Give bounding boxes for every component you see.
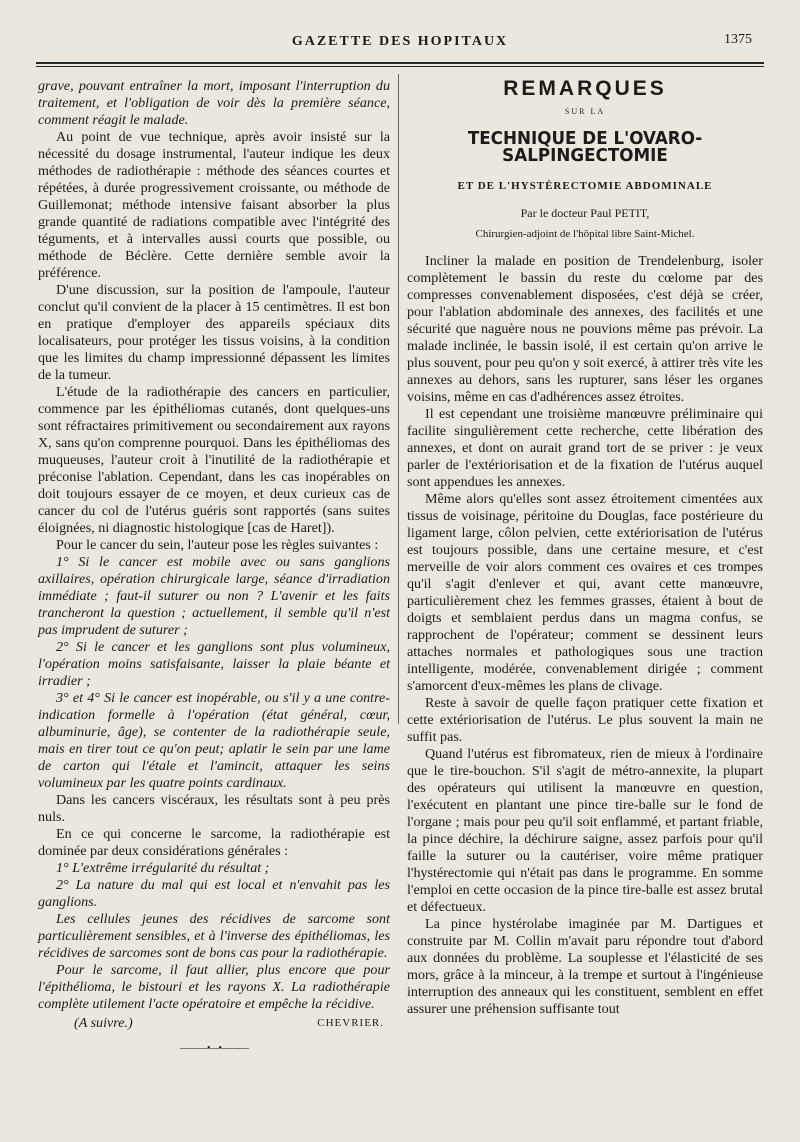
- left-paragraph: Pour le sarcome, il faut allier, plus encore que pour l'épithélioma, le bistouri et les rayons X. La radiothérapie complète utilement l'acte opératoire et empêche la récidive.: [38, 962, 390, 1012]
- header-rule: [36, 62, 764, 64]
- right-paragraph: Incliner la malade en position de Trendelenburg, isoler complètement le bassin du reste du cœlome par des compresses convenablement disposées, c'est déjà se créer, pour l'ablation abdominale des annexes, des facilités et une sécurité que naguère nous ne pouvions même pas prévoir. La malade inclinée, le bassin isolé, il est certain qu'on arrive le plus souvent, pour peu qu'on y soit exercé, à attirer très vite les annexes au dehors, sans les rupturer, sans léser les organes voisins, même en cas d'adhérences assez étroites.: [407, 253, 763, 405]
- left-paragraph: 2° Si le cancer et les ganglions sont plus volumineux, l'opération moins satisfaisante, laisser la plaie béante et irradier ;: [38, 639, 390, 689]
- running-header: [0, 34, 800, 56]
- running-title: GAZETTE DES HOPITAUX: [291, 34, 509, 49]
- author-affiliation: Chirurgien-adjoint de l'hôpital libre Saint-Michel.: [475, 228, 695, 240]
- left-paragraph: 3° et 4° Si le cancer est inopérable, ou s'il y a une contre-indication formelle à l'opération (état général, cœur, albuminurie, âge), se contenter de la radiothérapie seule, mais en tirer tout ce qu'on peut; aplatir le sein par une lame de carton qui l'étale et l'amincit, attaquer les seins volumineux par les quatre points cardinaux.: [38, 690, 390, 791]
- article-subtitle: ET DE L'HYSTÉRECTOMIE ABDOMINALE: [457, 180, 713, 192]
- header-rule-thin: [36, 66, 764, 67]
- right-paragraph: Reste à savoir de quelle façon pratiquer cette fixation et cette extériorisation de l'utérus. Le plus souvent la main ne suffit pas.: [407, 695, 763, 745]
- left-paragraph: Au point de vue technique, après avoir insisté sur la nécessité du dosage instrumental, l'auteur indique les deux méthodes de radiothérapie : méthode des séances courtes et répétées, à durée progressivement croissante, ou méthode de Guillemonat; méthode intensive faisant absorber la plus grande quantité de radiations compatible avec l'intégrité des téguments, et à intervalles aussi courts que possible, ou méthode de Béclère. Cette dernière semble avoir la préférence.: [38, 129, 390, 281]
- article-heading: [407, 77, 763, 243]
- left-paragraph: 1° L'extrême irrégularité du résultat ;: [56, 860, 270, 876]
- left-paragraph: Pour le cancer du sein, l'auteur pose les règles suivantes :: [56, 537, 379, 553]
- right-paragraph: Quand l'utérus est fibromateux, rien de mieux à l'ordinaire que le tire-bouchon. S'il s'agit de métro-annexite, la plupart des opérateurs qui utilisent la manœuvre en question, l'exécutent en plantant une pince tire-balle sur le fond de l'organe ; mais pour peu qu'il soit enflammé, et partant friable, la pince déchire, la déchirure saigne, assez parfois pour qu'il faille la suturer ou la cautériser, voire même pratiquer l'hystérectomie qui n'était pas dans le programme. En somme l'emploi en cette occasion de la pince tire-balle est assez brutal et défectueux.: [407, 746, 763, 915]
- heading-remarques: REMARQUES: [503, 77, 667, 100]
- article-title: TECHNIQUE DE L'OVARO-SALPINGECTOMIE: [467, 128, 703, 166]
- left-paragraph: D'une discussion, sur la position de l'ampoule, l'auteur conclut qu'il convient de la placer à 15 centimètres. Il est bon en pratique d'employer des appareils spéciaux dits localisateurs, pour protéger les tissus voisins, à la condition que les limites du champ impressionné dépassent les limites de la tumeur.: [38, 282, 390, 383]
- article-byline: Par le docteur Paul PETIT,: [520, 206, 650, 220]
- right-paragraph: Même alors qu'elles sont assez étroitement cimentées aux tissus de voisinage, péritoine du Douglas, face postérieure du ligament large, côlon pelvien, cette extériorisation de l'utérus est toujours possible, dans une certaine mesure, et c'est merveille de voir alors comment ces ovaires et ces trompes qu'il s'agit d'enlever et qui, avant cette manœuvre, particulièrement chez les femmes grasses, étaient à bout de doigts et semblaient perdus dans un magma confus, se rapprochent de l'opérateur; comment se dessinent leurs attaches normales et pathologiques sous une traction intelligente, modérée, convenablement dirigée ; comment s'amorcent d'eux-mêmes les plans de clivage.: [407, 491, 763, 694]
- left-paragraph: En ce qui concerne le sarcome, la radiothérapie est dominée par deux considérations générales :: [38, 826, 390, 859]
- right-paragraph: Il est cependant une troisième manœuvre préliminaire qui facilite singulièrement cette recherche, cette libération des annexes, et dont on aurait grand tort de se priver : je veux parler de l'extériorisation et de la fixation de l'utérus auquel sont appendues les annexes.: [407, 406, 763, 490]
- right-paragraph: La pince hystérolabe imaginée par M. Dartigues et construite par M. Collin m'avait paru répondre tout d'abord aux données du problème. La souplesse et l'élasticité de ses mors, grâce à la minceur, à la trempe et surtout à l'ingénieuse interruption des anneaux qui les constituent, semblent en effet assurer une préhension suffisante tout: [407, 916, 763, 1017]
- article-author: CHEVRIER.: [317, 1017, 384, 1029]
- right-column: [407, 78, 763, 1018]
- left-column: [38, 78, 390, 1057]
- left-paragraph: L'étude de la radiothérapie des cancers en particulier, commence par les épithéliomas cutanés, dont quelques-uns sont réfractaires primitivement ou secondairement aux rayons X, sans qu'on comprenne pourquoi. Dans les épithéliomas des muqueuses, l'auteur croit à l'inutilité de la radiothérapie et préconise l'ablation. Cependant, dans les cas inopérables on doit toujours essayer de ce moyen, et deux curieux cas de cancer du col de l'utérus guéris sont rapportés (sans suites éloignées, ni diagnostic histologique [cas de Haret]).: [38, 384, 390, 536]
- left-paragraph: Les cellules jeunes des récidives de sarcome sont particulièrement sensibles, et à l'inverse des épithéliomas, les récidives de sarcomes sont de bons cas pour la radiothérapie.: [38, 911, 390, 961]
- left-paragraph: 1° Si le cancer est mobile avec ou sans ganglions axillaires, opération chirurgicale large, séance d'irradiation immédiate ; faut-il suturer ou non ? L'avenir et les faits trancheront la question ; actuellement, il semble qu'il n'est pas imprudent de suturer ;: [38, 554, 390, 638]
- page-number: 1375: [724, 32, 752, 47]
- heading-sur-la: SUR LA: [564, 107, 606, 116]
- to-follow-note: (A suivre.): [74, 1015, 133, 1031]
- left-paragraph: grave, pouvant entraîner la mort, imposant l'interruption du traitement, et l'obligation de voir dès la première séance, comment réagit le malade.: [38, 78, 390, 128]
- end-ornament: ———•—•———: [179, 1043, 248, 1054]
- left-paragraph: Dans les cancers viscéraux, les résultats sont à peu près nuls.: [38, 792, 390, 825]
- left-paragraph: 2° La nature du mal qui est local et n'envahit pas les ganglions.: [38, 877, 390, 910]
- signature-row: [38, 1015, 390, 1032]
- column-divider: [398, 74, 399, 724]
